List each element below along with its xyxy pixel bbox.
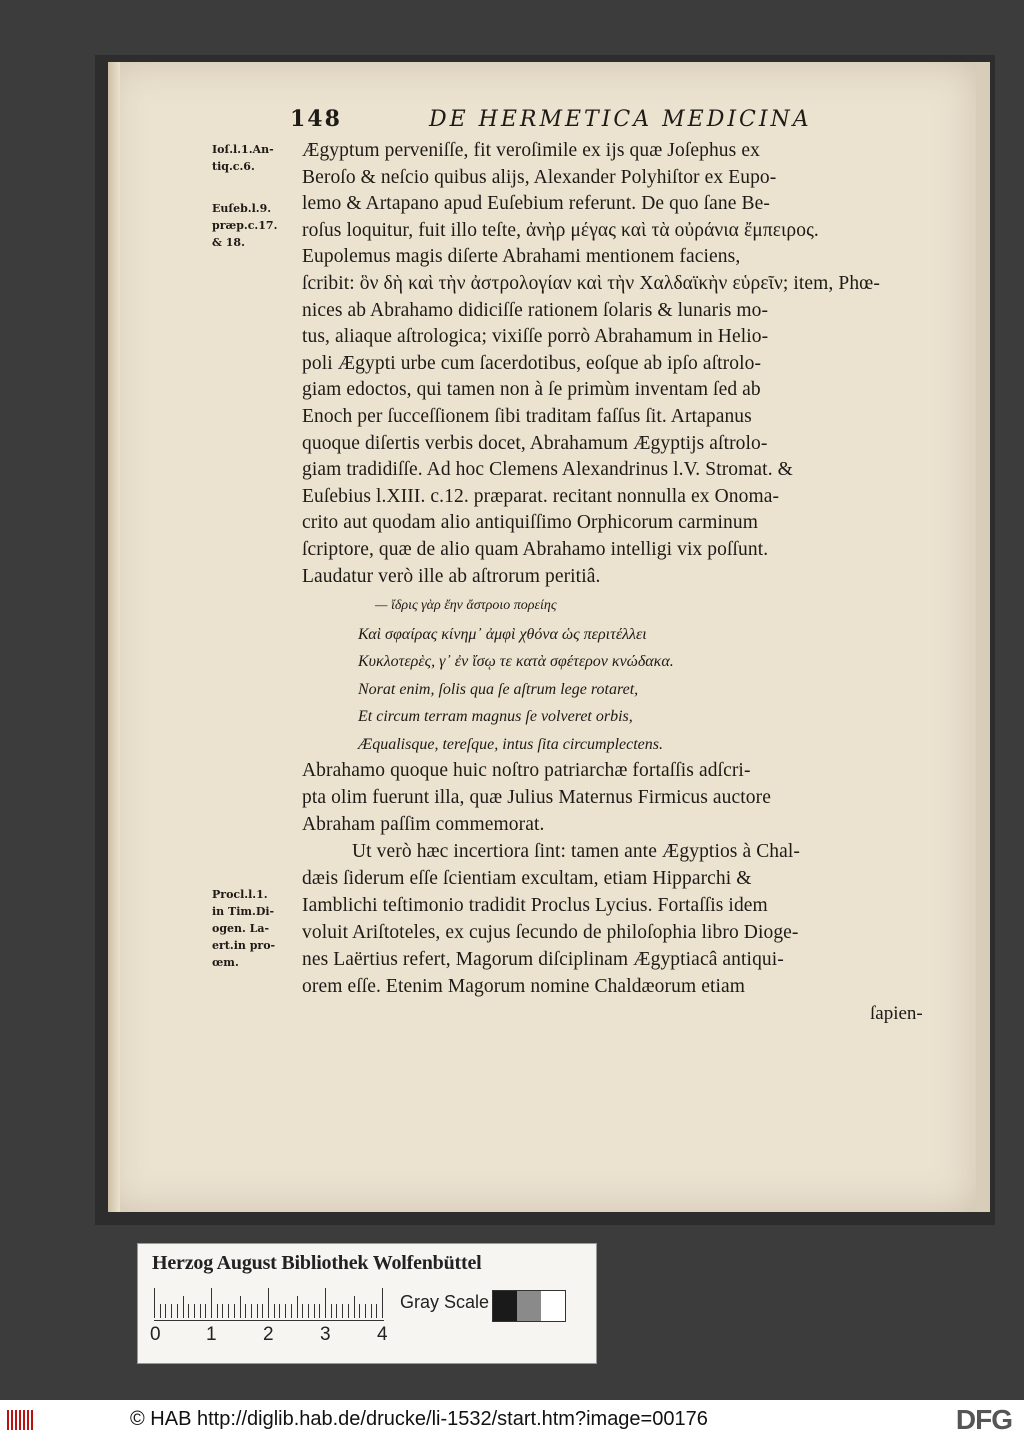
copyright-url[interactable]: © HAB http://diglib.hab.de/drucke/li-1532/start.htm?image=00176 [130,1408,708,1430]
verses-line: Καὶ σφαίρας κίνημ᾽ ἀμφὶ χθόνα ὡς περιτέλλει [358,625,647,643]
body_lines_2-line: dæis ſiderum eſſe ſcientiam excultam, etiam Hipparchi & [302,868,752,889]
verses-line: — ἴδρις γὰρ ἔην ἄστροιο πορείης [375,598,557,613]
barcode-icon [6,1408,36,1432]
ruler-tick [314,1304,315,1318]
ruler-tick [257,1304,258,1318]
ruler-tick [336,1304,337,1318]
ruler-tick [251,1304,252,1318]
scale-number-4: 4 [377,1324,388,1345]
ruler-tick [297,1296,298,1318]
ruler-tick [154,1288,155,1318]
ruler-tick [217,1304,218,1318]
ruler-tick [376,1304,377,1318]
ruler-tick [240,1296,241,1318]
verses-line: Et circum terram magnus ſe volveret orbis, [358,708,633,725]
color-calibration-card [137,1243,597,1364]
margin-note-proclus: Procl.l.1. in Tim.Di- ogen. La- ert.in pro- œm. [212,888,276,969]
ruler-tick [222,1304,223,1318]
ruler-tick [354,1296,355,1318]
ruler-tick [205,1304,206,1318]
swatch-black [493,1291,517,1321]
ruler-tick [268,1288,269,1318]
ruler-tick [245,1304,246,1318]
ruler-tick [302,1304,303,1318]
body_lines-line: Laudatur verò ille ab aſtrorum peritiâ. [302,565,601,587]
body_lines-line: Ægyptum perveniſſe, fit veroſimile ex ijs quæ Joſephus ex [302,140,760,161]
ruler-tick [160,1304,161,1318]
ruler-tick [194,1304,195,1318]
dfg-logo: DFG [955,1404,1012,1435]
ruler-tick [348,1304,349,1318]
page-gutter-shade [108,62,120,1212]
footer-bar [0,1400,1024,1439]
ruler-tick [171,1304,172,1318]
ruler-tick [308,1304,309,1318]
ruler-tick [382,1288,383,1318]
body_lines-line: ſcribit: ὃν δὴ καὶ τὴν ἀστρολογίαν καὶ τὴν Χαλδαϊκὴν εὑρεῖν; item, Phœ- [302,273,880,294]
scale-number-1: 1 [206,1324,217,1345]
ruler-tick [371,1304,372,1318]
ruler-tick [228,1304,229,1318]
ruler-tick [274,1304,275,1318]
swatch-gray [517,1291,541,1321]
body_lines-line: Eupolemus magis diſerte Abrahami mentionem faciens, [302,246,741,268]
body_lines-line: Euſebius l.XIII. c.12. præparat. recitant nonnulla ex Onoma- [302,485,780,507]
body_lines-line: quoque diſertis verbis docet, Abrahamum Ægyptijs aſtrolo- [302,432,768,454]
swatch-white [541,1291,565,1321]
body_lines-line: tus, aliaque aſtrologica; vixiſſe porrò Abrahamum in Helio- [302,326,769,348]
ruler-tick [285,1304,286,1318]
body_lines_2-line: Ut verò hæc incertiora ſint: tamen ante Ægyptios à Chal- [352,841,801,862]
body_lines-line: giam edoctos, qui tamen non à ſe primùm inventam ſed ab [302,379,761,401]
ruler-tick [331,1304,332,1318]
ruler-tick [365,1304,366,1318]
ruler-tick [279,1304,280,1318]
scale-number-2: 2 [263,1324,274,1345]
scale-number-0: 0 [150,1324,161,1345]
body_lines_2-line: Iamblichi teſtimonio tradidit Proclus Lycius. Fortaſſis idem [302,895,768,916]
running-head [290,106,812,132]
body_lines_2-line: pta olim fuerunt illa, quæ Julius Maternus Firmicus auctore [302,787,771,808]
ruler-tick [319,1304,320,1318]
body_lines-line: crito aut quodam alio antiquiſſimo Orphicorum carminum [302,512,758,534]
page-number: 148 [290,106,342,132]
ruler-baseline [154,1320,384,1321]
page-fore-edge [976,62,990,1212]
gray-scale-label: Gray Scale [400,1292,490,1312]
body_lines_2-line: nes Laërtius refert, Magorum diſciplinam Ægyptiacâ antiqui- [302,949,784,970]
ruler-tick [262,1304,263,1318]
body_lines-line: poli Ægypti urbe cum ſacerdotibus, eoſque ab ipſo aſtrolo- [302,352,762,374]
ruler-tick [183,1296,184,1318]
body_lines-line: Enoch per ſucceſſionem ſibi traditam faſſus ſit. Artapanus [302,406,752,427]
ruler-tick [291,1304,292,1318]
ruler-tick [188,1304,189,1318]
ruler-tick [200,1304,201,1318]
ruler-tick [177,1304,178,1318]
ruler-tick [165,1304,166,1318]
verses-line: Æqualisque, tereſque, intus ſita circumplectens. [358,735,663,753]
body_lines_2-line: voluit Ariſtoteles, ex cujus ſecundo de philoſophia libro Dioge- [302,922,799,943]
ruler-tick [211,1288,212,1318]
body_lines-line: Beroſo & neſcio quibus alijs, Alexander Polyhiſtor ex Eupo- [302,166,777,188]
scale-number-3: 3 [320,1324,331,1345]
ruler-tick [342,1304,343,1318]
running-title: DE HERMETICA MEDICINA [428,107,812,132]
card-title: Herzog August Bibliothek Wolfenbüttel [152,1252,482,1274]
catchword: ſapien- [870,1003,923,1024]
body_lines_2-line: Abraham paſſim commemorat. [302,814,545,835]
verses-line: Norat enim, ſolis qua ſe aſtrum lege rotaret, [358,680,639,698]
margin-note-josephus: Ioſ.l.1.An- tiq.c.6. [212,143,274,173]
margin-note-eusebius: Euſeb.l.9. præp.c.17. & 18. [212,202,278,249]
body_lines-line: nices ab Abrahamo didiciſſe rationem ſolaris & lunaris mo- [302,299,769,321]
verses-line: Κυκλοτερὲς, γ᾽ ἐν ἴσῳ τε κατὰ σφέτερον κνώδακα. [358,653,674,670]
body_lines-line: ſcriptore, quæ de alio quam Abrahamo intelligi vix poſſunt. [302,539,769,560]
ruler-tick [325,1288,326,1318]
ruler-tick [234,1304,235,1318]
gray-swatches [492,1290,566,1322]
body_lines_2-line: Abrahamo quoque huic noſtro patriarchæ fortaſſis adſcri- [302,760,751,781]
body_lines-line: roſus loquitur, fuit illo teſte, ἀνὴρ μέγας καὶ τὰ οὐράνια ἔμπειρος. [302,219,819,241]
body_lines-line: lemo & Artapano apud Euſebium referunt. De quo ſane Be- [302,193,770,215]
scale-ruler [154,1288,384,1318]
body_lines_2-line: orem eſſe. Etenim Magorum nomine Chaldæorum etiam [302,976,746,997]
body_lines-line: giam tradidiſſe. Ad hoc Clemens Alexandrinus l.V. Stromat. & [302,459,793,481]
ruler-tick [359,1304,360,1318]
